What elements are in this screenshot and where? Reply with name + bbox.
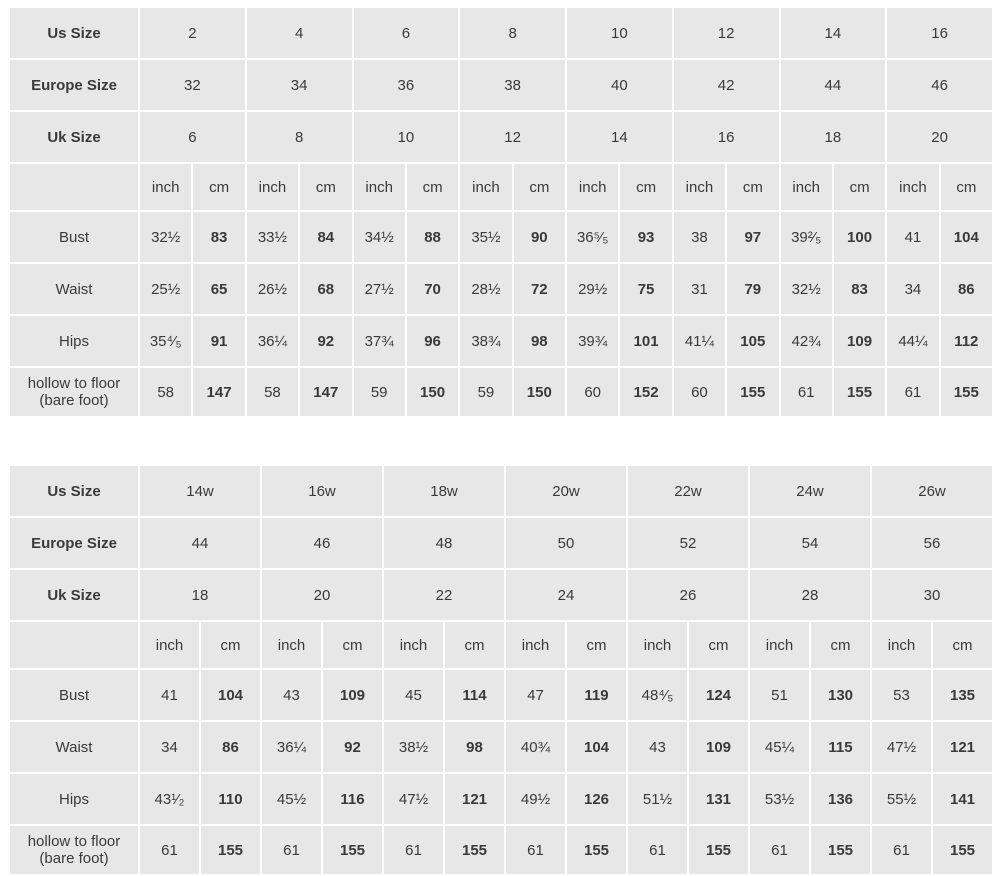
uk-size-cell: 26 [627, 569, 749, 621]
hips-inch: 38¾ [459, 315, 512, 367]
waist-inch: 31 [673, 263, 726, 315]
uk-size-cell: 8 [246, 111, 353, 163]
europe-size-cell: 32 [139, 59, 246, 111]
bust-inch: 43 [261, 669, 322, 721]
row-label-waist: Waist [9, 721, 139, 773]
us-size-cell: 10 [566, 7, 673, 59]
hollow-inch: 58 [139, 367, 192, 417]
hips-cm: 141 [932, 773, 993, 825]
unit-inch: inch [353, 163, 406, 211]
hips-inch: 55½ [871, 773, 932, 825]
waist-cm: 121 [932, 721, 993, 773]
bust-inch: 51 [749, 669, 810, 721]
uk-size-cell: 6 [139, 111, 246, 163]
unit-cm: cm [833, 163, 886, 211]
row-label-bust: Bust [9, 211, 139, 263]
row-label-waist: Waist [9, 263, 139, 315]
uk-size-cell: 18 [780, 111, 887, 163]
uk-size-cell: 24 [505, 569, 627, 621]
bust-cm: 135 [932, 669, 993, 721]
europe-size-row [9, 517, 993, 569]
hips-inch: 43¹⁄₂ [139, 773, 200, 825]
unit-inch: inch [749, 621, 810, 669]
us-size-row [9, 7, 993, 59]
us-size-cell: 16 [886, 7, 993, 59]
row-label-us-size: Us Size [9, 7, 139, 59]
us-size-cell: 14w [139, 465, 261, 517]
hollow-inch: 58 [246, 367, 299, 417]
row-label-hollow-to-floor [9, 825, 139, 875]
bust-inch: 41 [139, 669, 200, 721]
hollow-to-floor-line2: (bare foot) [39, 850, 109, 867]
europe-size-cell: 46 [261, 517, 383, 569]
bust-cm: 93 [619, 211, 672, 263]
us-size-cell: 20w [505, 465, 627, 517]
hips-inch: 41¼ [673, 315, 726, 367]
waist-row [9, 263, 993, 315]
hips-cm: 105 [726, 315, 779, 367]
hollow-inch: 61 [505, 825, 566, 875]
hollow-cm: 155 [322, 825, 383, 875]
hollow-inch: 60 [566, 367, 619, 417]
hollow-inch: 59 [353, 367, 406, 417]
hollow-cm: 155 [566, 825, 627, 875]
bust-cm: 88 [406, 211, 459, 263]
hollow-cm: 150 [513, 367, 566, 417]
europe-size-cell: 44 [139, 517, 261, 569]
hollow-cm: 155 [932, 825, 993, 875]
waist-inch: 29½ [566, 263, 619, 315]
row-label-bust: Bust [9, 669, 139, 721]
hollow-inch: 61 [886, 367, 939, 417]
hips-inch: 35⁴⁄₅ [139, 315, 192, 367]
unit-cm: cm [299, 163, 352, 211]
hips-inch: 47½ [383, 773, 444, 825]
hollow-to-floor-row [9, 367, 993, 417]
unit-cm: cm [566, 621, 627, 669]
bust-cm: 124 [688, 669, 749, 721]
row-label-uk-size: Uk Size [9, 111, 139, 163]
bust-cm: 84 [299, 211, 352, 263]
bust-inch: 33½ [246, 211, 299, 263]
uk-size-row [9, 111, 993, 163]
unit-inch: inch [383, 621, 444, 669]
waist-cm: 104 [566, 721, 627, 773]
bust-inch: 32½ [139, 211, 192, 263]
europe-size-cell: 56 [871, 517, 993, 569]
waist-inch: 32½ [780, 263, 833, 315]
us-size-cell: 4 [246, 7, 353, 59]
units-row-empty-label [9, 621, 139, 669]
uk-size-cell: 30 [871, 569, 993, 621]
hollow-to-floor-line2: (bare foot) [39, 392, 109, 409]
uk-size-cell: 16 [673, 111, 780, 163]
hollow-cm: 152 [619, 367, 672, 417]
unit-cm: cm [688, 621, 749, 669]
us-size-cell: 14 [780, 7, 887, 59]
unit-cm: cm [406, 163, 459, 211]
row-label-us-size: Us Size [9, 465, 139, 517]
unit-inch: inch [505, 621, 566, 669]
waist-inch: 45¼ [749, 721, 810, 773]
uk-size-cell: 20 [261, 569, 383, 621]
hollow-inch: 60 [673, 367, 726, 417]
hollow-to-floor-line1: hollow to floor [27, 374, 121, 392]
unit-inch: inch [566, 163, 619, 211]
waist-inch: 25½ [139, 263, 192, 315]
europe-size-cell: 44 [780, 59, 887, 111]
hips-cm: 116 [322, 773, 383, 825]
europe-size-cell: 34 [246, 59, 353, 111]
unit-cm: cm [726, 163, 779, 211]
row-label-hips: Hips [9, 315, 139, 367]
hips-inch: 51½ [627, 773, 688, 825]
bust-inch: 39²⁄₅ [780, 211, 833, 263]
waist-inch: 26½ [246, 263, 299, 315]
waist-cm: 65 [192, 263, 245, 315]
hollow-cm: 150 [406, 367, 459, 417]
bust-inch: 47 [505, 669, 566, 721]
us-size-cell: 26w [871, 465, 993, 517]
us-size-cell: 16w [261, 465, 383, 517]
hollow-to-floor-line1: hollow to floor [27, 832, 121, 850]
bust-inch: 45 [383, 669, 444, 721]
hollow-inch: 61 [871, 825, 932, 875]
units-row [9, 621, 993, 669]
unit-cm: cm [810, 621, 871, 669]
hips-inch: 49½ [505, 773, 566, 825]
bust-cm: 130 [810, 669, 871, 721]
us-size-cell: 18w [383, 465, 505, 517]
hollow-inch: 61 [627, 825, 688, 875]
row-label-europe-size: Europe Size [9, 517, 139, 569]
hips-inch: 45½ [261, 773, 322, 825]
unit-cm: cm [619, 163, 672, 211]
unit-cm: cm [932, 621, 993, 669]
hips-cm: 96 [406, 315, 459, 367]
unit-inch: inch [261, 621, 322, 669]
hollow-cm: 155 [810, 825, 871, 875]
uk-size-cell: 22 [383, 569, 505, 621]
us-size-cell: 2 [139, 7, 246, 59]
waist-inch: 40¾ [505, 721, 566, 773]
hollow-cm: 155 [833, 367, 886, 417]
uk-size-cell: 20 [886, 111, 993, 163]
unit-cm: cm [192, 163, 245, 211]
europe-size-row [9, 59, 993, 111]
hips-cm: 110 [200, 773, 261, 825]
hollow-inch: 61 [780, 367, 833, 417]
uk-size-cell: 18 [139, 569, 261, 621]
unit-cm: cm [444, 621, 505, 669]
waist-cm: 68 [299, 263, 352, 315]
units-row-empty-label [9, 163, 139, 211]
waist-cm: 115 [810, 721, 871, 773]
unit-cm: cm [322, 621, 383, 669]
bust-inch: 35½ [459, 211, 512, 263]
unit-inch: inch [871, 621, 932, 669]
unit-inch: inch [139, 621, 200, 669]
europe-size-cell: 46 [886, 59, 993, 111]
unit-cm: cm [940, 163, 993, 211]
europe-size-cell: 40 [566, 59, 673, 111]
waist-cm: 83 [833, 263, 886, 315]
us-size-cell: 6 [353, 7, 460, 59]
hips-cm: 91 [192, 315, 245, 367]
bust-cm: 90 [513, 211, 566, 263]
hips-row [9, 315, 993, 367]
row-label-europe-size: Europe Size [9, 59, 139, 111]
uk-size-cell: 10 [353, 111, 460, 163]
uk-size-cell: 14 [566, 111, 673, 163]
bust-inch: 38 [673, 211, 726, 263]
europe-size-cell: 36 [353, 59, 460, 111]
hips-inch: 53½ [749, 773, 810, 825]
bust-cm: 97 [726, 211, 779, 263]
unit-inch: inch [886, 163, 939, 211]
unit-cm: cm [200, 621, 261, 669]
hollow-inch: 61 [139, 825, 200, 875]
hollow-cm: 155 [688, 825, 749, 875]
hips-inch: 42¾ [780, 315, 833, 367]
standard-size-chart [8, 6, 994, 418]
units-row [9, 163, 993, 211]
europe-size-cell: 42 [673, 59, 780, 111]
waist-inch: 27½ [353, 263, 406, 315]
hips-inch: 36¼ [246, 315, 299, 367]
unit-inch: inch [673, 163, 726, 211]
row-label-uk-size: Uk Size [9, 569, 139, 621]
bust-cm: 109 [322, 669, 383, 721]
bust-inch: 53 [871, 669, 932, 721]
waist-cm: 109 [688, 721, 749, 773]
europe-size-cell: 52 [627, 517, 749, 569]
waist-cm: 86 [940, 263, 993, 315]
plus-size-chart [8, 464, 994, 876]
hips-inch: 44¼ [886, 315, 939, 367]
hollow-inch: 61 [261, 825, 322, 875]
hollow-cm: 155 [940, 367, 993, 417]
bust-inch: 41 [886, 211, 939, 263]
unit-inch: inch [246, 163, 299, 211]
bust-cm: 119 [566, 669, 627, 721]
hollow-inch: 61 [749, 825, 810, 875]
waist-cm: 79 [726, 263, 779, 315]
hips-cm: 126 [566, 773, 627, 825]
bust-row [9, 669, 993, 721]
waist-cm: 92 [322, 721, 383, 773]
unit-inch: inch [780, 163, 833, 211]
europe-size-cell: 48 [383, 517, 505, 569]
hollow-cm: 155 [200, 825, 261, 875]
waist-inch: 28½ [459, 263, 512, 315]
uk-size-cell: 28 [749, 569, 871, 621]
us-size-row [9, 465, 993, 517]
hollow-inch: 61 [383, 825, 444, 875]
hips-cm: 109 [833, 315, 886, 367]
hips-inch: 37¾ [353, 315, 406, 367]
bust-cm: 114 [444, 669, 505, 721]
hips-inch: 39¾ [566, 315, 619, 367]
unit-inch: inch [139, 163, 192, 211]
hips-cm: 121 [444, 773, 505, 825]
waist-inch: 47½ [871, 721, 932, 773]
europe-size-cell: 54 [749, 517, 871, 569]
bust-cm: 104 [940, 211, 993, 263]
hips-cm: 98 [513, 315, 566, 367]
us-size-cell: 22w [627, 465, 749, 517]
bust-cm: 83 [192, 211, 245, 263]
us-size-cell: 12 [673, 7, 780, 59]
hips-cm: 92 [299, 315, 352, 367]
row-label-hips: Hips [9, 773, 139, 825]
hips-cm: 112 [940, 315, 993, 367]
hips-cm: 131 [688, 773, 749, 825]
europe-size-cell: 38 [459, 59, 566, 111]
bust-inch: 34½ [353, 211, 406, 263]
hollow-to-floor-row [9, 825, 993, 875]
unit-cm: cm [513, 163, 566, 211]
europe-size-cell: 50 [505, 517, 627, 569]
waist-inch: 36¼ [261, 721, 322, 773]
waist-inch: 38½ [383, 721, 444, 773]
waist-inch: 43 [627, 721, 688, 773]
row-label-hollow-to-floor [9, 367, 139, 417]
waist-cm: 72 [513, 263, 566, 315]
hollow-inch: 59 [459, 367, 512, 417]
unit-inch: inch [627, 621, 688, 669]
waist-inch: 34 [139, 721, 200, 773]
hollow-cm: 147 [192, 367, 245, 417]
hips-cm: 136 [810, 773, 871, 825]
uk-size-cell: 12 [459, 111, 566, 163]
hips-row [9, 773, 993, 825]
waist-cm: 75 [619, 263, 672, 315]
hips-cm: 101 [619, 315, 672, 367]
waist-cm: 70 [406, 263, 459, 315]
waist-row [9, 721, 993, 773]
waist-cm: 86 [200, 721, 261, 773]
hollow-cm: 147 [299, 367, 352, 417]
waist-inch: 34 [886, 263, 939, 315]
unit-inch: inch [459, 163, 512, 211]
waist-cm: 98 [444, 721, 505, 773]
hollow-cm: 155 [444, 825, 505, 875]
us-size-cell: 8 [459, 7, 566, 59]
bust-inch: 36⁵⁄₅ [566, 211, 619, 263]
bust-row [9, 211, 993, 263]
uk-size-row [9, 569, 993, 621]
bust-cm: 100 [833, 211, 886, 263]
hollow-cm: 155 [726, 367, 779, 417]
bust-inch: 48⁴⁄₅ [627, 669, 688, 721]
bust-cm: 104 [200, 669, 261, 721]
us-size-cell: 24w [749, 465, 871, 517]
